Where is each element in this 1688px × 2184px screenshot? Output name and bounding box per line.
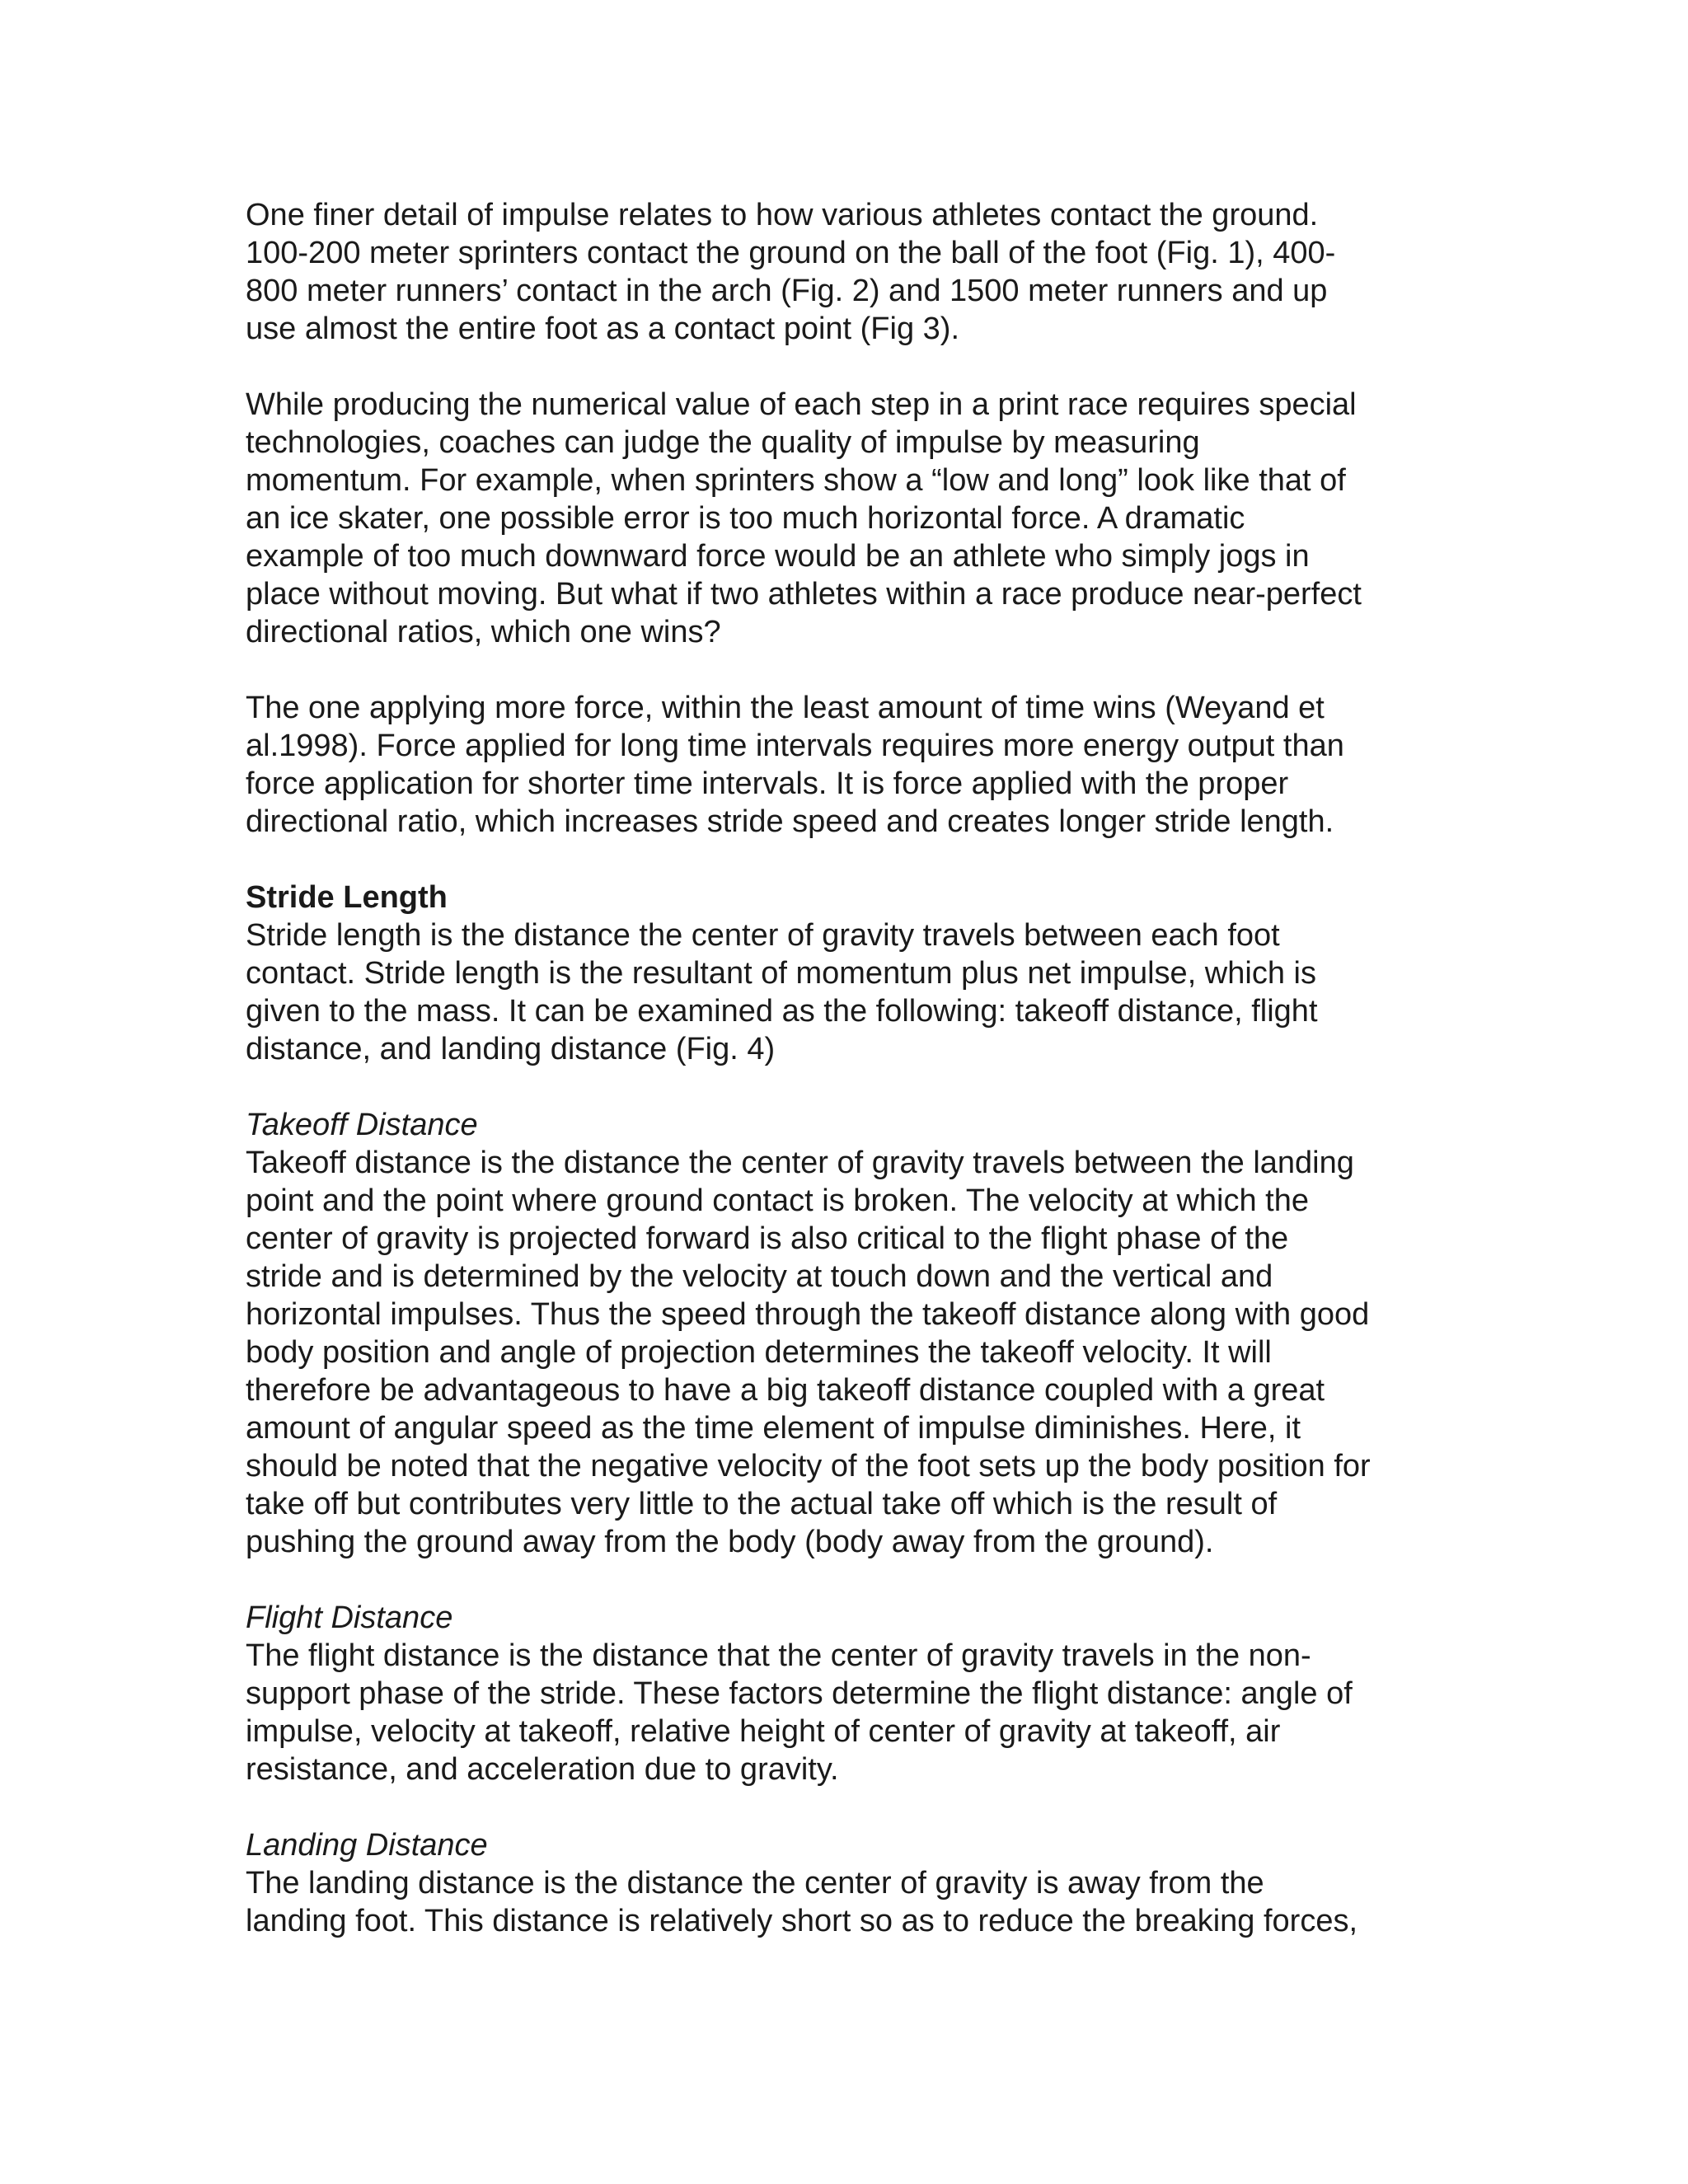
text-line: pushing the ground away from the body (body away from the ground).: [246, 1525, 1214, 1559]
text-line: force application for shorter time intervals. It is force applied with the proper: [246, 766, 1289, 801]
text-line: technologies, coaches can judge the quality of impulse by measuring: [246, 425, 1200, 460]
text-line: place without moving. But what if two athletes within a race produce near-perfect: [246, 577, 1362, 612]
text-line: amount of angular speed as the time element of impulse diminishes. Here, it: [246, 1411, 1301, 1446]
section-body: [246, 1864, 1465, 1940]
text-line: use almost the entire foot as a contact point (Fig 3).: [246, 312, 960, 346]
text-line: distance, and landing distance (Fig. 4): [246, 1032, 776, 1066]
subsection-heading: Flight Distance: [246, 1601, 453, 1635]
text-line: resistance, and acceleration due to gravity.: [246, 1752, 839, 1787]
section-landing-distance: [246, 1826, 1465, 1940]
text-line: take off but contributes very little to the actual take off which is the result of: [246, 1487, 1278, 1521]
text-line: 800 meter runners’ contact in the arch (Fig. 2) and 1500 meter runners and up: [246, 274, 1328, 308]
text-line: point and the point where ground contact is broken. The velocity at which the: [246, 1183, 1309, 1218]
paragraph-force-time: [246, 689, 1465, 841]
text-line: directional ratio, which increases stride speed and creates longer stride length.: [246, 804, 1334, 839]
text-line: One finer detail of impulse relates to how various athletes contact the ground.: [246, 198, 1319, 232]
text-line: The one applying more force, within the least amount of time wins (Weyand et: [246, 691, 1325, 725]
text-line: center of gravity is projected forward is also critical to the flight phase of the: [246, 1221, 1289, 1256]
text-line: 100-200 meter sprinters contact the ground on the ball of the foot (Fig. 1), 400-: [246, 236, 1336, 270]
text-line: al.1998). Force applied for long time intervals requires more energy output than: [246, 729, 1344, 763]
section-flight-distance: [246, 1599, 1465, 1788]
text-line: impulse, velocity at takeoff, relative height of center of gravity at takeoff, air: [246, 1714, 1281, 1749]
document-page: [246, 196, 1465, 1978]
subsection-heading: Landing Distance: [246, 1828, 488, 1863]
section-body: [246, 1637, 1465, 1788]
text-line: directional ratios, which one wins?: [246, 615, 721, 649]
paragraph-foot-contact: [246, 196, 1465, 348]
text-line: Stride length is the distance the center of gravity travels between each foot: [246, 918, 1280, 953]
text-line: support phase of the stride. These factors determine the flight distance: angle of: [246, 1676, 1353, 1711]
text-line: an ice skater, one possible error is too much horizontal force. A dramatic: [246, 501, 1245, 536]
section-takeoff-distance: [246, 1106, 1465, 1561]
text-line: should be noted that the negative velocity of the foot sets up the body position for: [246, 1449, 1371, 1483]
text-line: contact. Stride length is the resultant of momentum plus net impulse, which is: [246, 956, 1316, 991]
section-body: [246, 1144, 1465, 1561]
text-line: landing foot. This distance is relatively short so as to reduce the breaking forces,: [246, 1904, 1358, 1938]
text-line: therefore be advantageous to have a big takeoff distance coupled with a great: [246, 1373, 1325, 1408]
subsection-heading: Takeoff Distance: [246, 1108, 478, 1142]
text-line: stride and is determined by the velocity at touch down and the vertical and: [246, 1259, 1273, 1294]
text-line: given to the mass. It can be examined as the following: takeoff distance, flight: [246, 994, 1318, 1029]
text-line: horizontal impulses. Thus the speed through the takeoff distance along with good: [246, 1297, 1370, 1332]
section-heading: Stride Length: [246, 880, 448, 915]
section-body: [246, 916, 1465, 1068]
text-line: Takeoff distance is the distance the center of gravity travels between the landing: [246, 1146, 1354, 1180]
text-line: The flight distance is the distance that the center of gravity travels in the non-: [246, 1638, 1311, 1673]
section-stride-length: [246, 879, 1465, 1068]
text-line: The landing distance is the distance the center of gravity is away from the: [246, 1866, 1264, 1900]
paragraph-impulse-quality: [246, 386, 1465, 651]
text-line: While producing the numerical value of each step in a print race requires special: [246, 387, 1357, 422]
text-line: momentum. For example, when sprinters show a “low and long” look like that of: [246, 463, 1346, 498]
text-line: body position and angle of projection determines the takeoff velocity. It will: [246, 1335, 1272, 1370]
text-line: example of too much downward force would be an athlete who simply jogs in: [246, 539, 1310, 574]
